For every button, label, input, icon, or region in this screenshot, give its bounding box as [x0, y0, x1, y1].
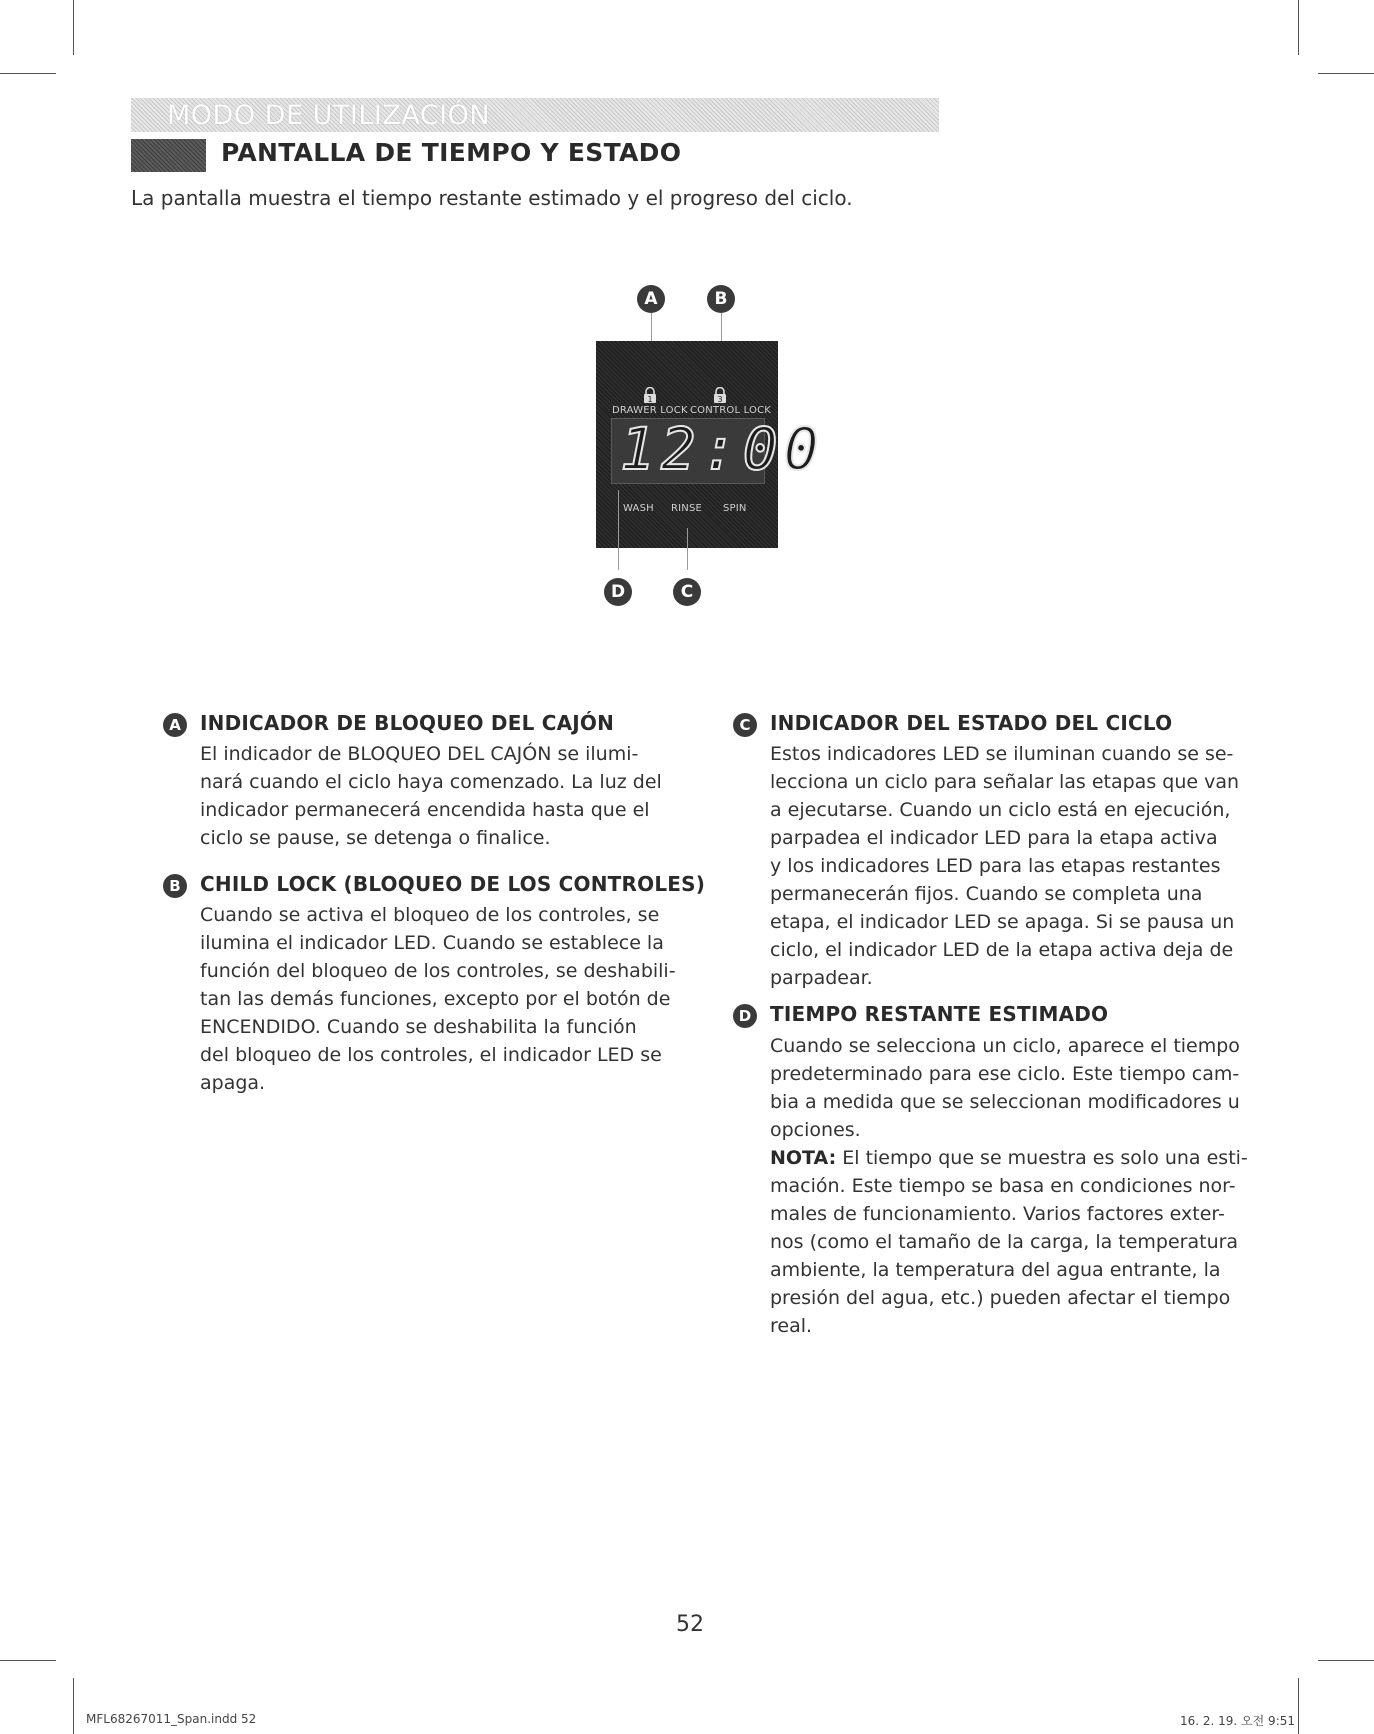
- note-line: real.: [770, 1315, 813, 1337]
- time-readout: [611, 415, 825, 484]
- footer-file-info: MFL68267011_Span.indd 52: [86, 1712, 257, 1726]
- text-line: permanecerán fijos. Cuando se completa una: [770, 883, 1203, 905]
- text-line: apaga.: [200, 1072, 266, 1094]
- text-line: del bloqueo de los controles, el indicador LED se: [200, 1044, 662, 1066]
- text-b: [200, 901, 676, 1097]
- footer-timestamp: 16. 2. 19. 오전 9:51: [1180, 1714, 1296, 1728]
- badge-d: D: [733, 1004, 757, 1028]
- crop-mark: [0, 1660, 56, 1661]
- control-lock-icon-digit: 3: [717, 395, 723, 403]
- text-line: a ejecutarse. Cuando un ciclo está en ejecución,: [770, 799, 1231, 821]
- rinse-label: RINSE: [671, 503, 703, 514]
- note-line: mación. Este tiempo se basa en condiciones nor-: [770, 1175, 1236, 1197]
- time-digits: 12:00: [620, 415, 825, 483]
- text-line: predeterminado para ese ciclo. Este tiempo cam-: [770, 1063, 1240, 1085]
- page-number: 52: [676, 1612, 704, 1637]
- page-title: PANTALLA DE TIEMPO Y ESTADO: [221, 138, 682, 167]
- heading-c: INDICADOR DEL ESTADO DEL CICLO: [770, 711, 1173, 735]
- note-text: El tiempo que se muestra es solo una esti-: [836, 1147, 1248, 1169]
- text-line: Cuando se activa el bloqueo de los controles, se: [200, 904, 660, 926]
- drawer-lock-icon-digit: 1: [647, 395, 653, 403]
- control-lock-icon: [713, 387, 727, 403]
- text-line: nará cuando el ciclo haya comenzado. La luz del: [200, 771, 662, 793]
- drawer-lock-icon: [643, 387, 657, 403]
- heading-a: INDICADOR DE BLOQUEO DEL CAJÓN: [200, 711, 615, 735]
- text-line: Cuando se selecciona un ciclo, aparece el tiempo: [770, 1035, 1240, 1057]
- title-marker: [131, 139, 206, 172]
- badge-c: C: [733, 713, 757, 737]
- text-line: lecciona un ciclo para señalar las etapas que van: [770, 771, 1240, 793]
- text-c: [770, 740, 1239, 992]
- text-line: parpadea el indicador LED para la etapa activa: [770, 827, 1218, 849]
- callout-d: D: [604, 578, 632, 606]
- text-line: parpadear.: [770, 967, 873, 989]
- text-d: [770, 1032, 1240, 1144]
- text-line: ENCENDIDO. Cuando se deshabilita la función: [200, 1016, 637, 1038]
- control-lock-label: CONTROL LOCK: [690, 405, 772, 416]
- text-line: bia a medida que se seleccionan modificadores u: [770, 1091, 1240, 1113]
- callout-a: A: [637, 285, 665, 313]
- text-line: tan las demás funciones, excepto por el botón de: [200, 988, 671, 1010]
- text-line: ilumina el indicador LED. Cuando se establece la: [200, 932, 664, 954]
- note-line: nos (como el tamaño de la carga, la temperatura: [770, 1231, 1239, 1253]
- wash-label: WASH: [623, 503, 654, 514]
- leader-line-d: [618, 490, 619, 570]
- intro-text: La pantalla muestra el tiempo restante estimado y el progreso del ciclo.: [131, 186, 853, 210]
- crop-mark: [73, 1678, 74, 1734]
- spin-label: SPIN: [723, 503, 747, 514]
- heading-b: CHILD LOCK (BLOQUEO DE LOS CONTROLES): [200, 872, 706, 896]
- crop-mark: [1298, 1678, 1299, 1734]
- callout-b: B: [707, 285, 735, 313]
- section-band-label: MODO DE UTILIZACIÓN: [167, 100, 491, 131]
- leader-line-c: [687, 528, 688, 570]
- text-a: [200, 740, 662, 852]
- crop-mark: [73, 0, 74, 55]
- text-line: ciclo se pause, se detenga o finalice.: [200, 827, 551, 849]
- section-band: [131, 98, 939, 132]
- heading-d: TIEMPO RESTANTE ESTIMADO: [770, 1002, 1109, 1026]
- text-line: El indicador de BLOQUEO DEL CAJÓN se ilumi-: [200, 743, 639, 765]
- text-line: etapa, el indicador LED se apaga. Si se pausa un: [770, 911, 1235, 933]
- text-line: Estos indicadores LED se iluminan cuando se se-: [770, 743, 1234, 765]
- badge-a: A: [163, 713, 187, 737]
- text-line: indicador permanecerá encendida hasta que el: [200, 799, 650, 821]
- text-line: y los indicadores LED para las etapas restantes: [770, 855, 1221, 877]
- badge-b: B: [163, 874, 187, 898]
- text-line: opciones.: [770, 1119, 861, 1141]
- crop-mark: [1318, 1660, 1374, 1661]
- text-line: función del bloqueo de los controles, se deshabili-: [200, 960, 676, 982]
- callout-c: C: [673, 578, 701, 606]
- note-label: NOTA:: [770, 1147, 837, 1169]
- note-line: males de funcionamiento. Varios factores exter-: [770, 1203, 1225, 1225]
- note-line: [770, 1144, 1248, 1172]
- text-line: ciclo, el indicador LED de la etapa activa deja de: [770, 939, 1234, 961]
- drawer-lock-label: DRAWER LOCK: [612, 405, 688, 416]
- note-d: [770, 1144, 1248, 1340]
- crop-mark: [1298, 0, 1299, 55]
- crop-mark: [0, 73, 56, 74]
- note-line: presión del agua, etc.) pueden afectar el tiempo: [770, 1287, 1231, 1309]
- note-line: ambiente, la temperatura del agua entrante, la: [770, 1259, 1221, 1281]
- crop-mark: [1318, 73, 1374, 74]
